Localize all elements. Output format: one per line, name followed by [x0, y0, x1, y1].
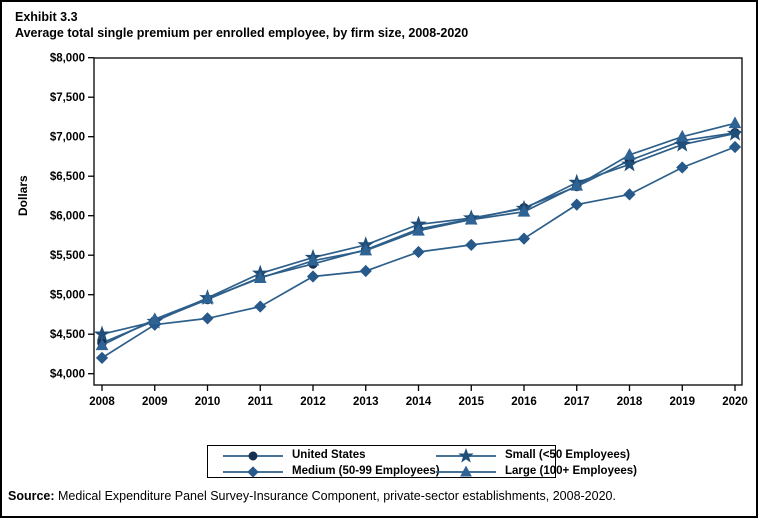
y-axis: [50, 53, 94, 381]
medium-firms-line-diamond-marker-icon: [222, 464, 284, 479]
legend-item-united-states: [222, 448, 435, 463]
source-text: Medical Expenditure Panel Survey-Insurance Component, private-sector establishments, 2008-2020.: [54, 489, 616, 503]
legend-item-large: [435, 464, 637, 479]
exhibit-number: Exhibit 3.3: [15, 10, 78, 24]
svg-text:2019: 2019: [669, 396, 696, 408]
united-states-line-circle-marker-icon: [222, 448, 284, 463]
svg-text:2009: 2009: [141, 396, 168, 408]
svg-text:$6,500: $6,500: [49, 171, 85, 184]
legend-label: United States: [292, 449, 366, 461]
svg-text:$4,000: $4,000: [49, 368, 85, 381]
small-firms-line-star-marker-icon: [435, 448, 497, 463]
svg-text:2010: 2010: [194, 396, 221, 408]
svg-text:2008: 2008: [89, 396, 115, 408]
legend-label: Large (100+ Employees): [505, 465, 637, 477]
source-note: [8, 489, 616, 503]
svg-text:2016: 2016: [511, 396, 537, 408]
series-united-states: [98, 128, 740, 347]
svg-text:2011: 2011: [247, 396, 273, 408]
source-label: Source:: [8, 489, 55, 503]
svg-text:$8,000: $8,000: [49, 52, 85, 65]
svg-text:$7,000: $7,000: [49, 131, 85, 144]
chart-title: Average total single premium per enrolled employee, by firm size, 2008-2020: [15, 26, 469, 40]
series-large-100-employees: [97, 117, 741, 349]
svg-text:2015: 2015: [458, 396, 485, 408]
svg-text:$6,000: $6,000: [49, 210, 85, 223]
y-axis-title: Dollars: [16, 175, 30, 216]
svg-text:2020: 2020: [722, 396, 748, 408]
legend-label: Small (<50 Employees): [505, 449, 630, 461]
series-medium-50-99-employees: [97, 142, 741, 364]
svg-text:$5,000: $5,000: [49, 289, 85, 302]
large-firms-line-triangle-marker-icon: [435, 464, 497, 479]
premium-line-chart: [2, 2, 756, 516]
chart-legend: [207, 445, 637, 478]
svg-text:2012: 2012: [300, 396, 326, 408]
svg-text:$7,500: $7,500: [49, 92, 85, 105]
svg-text:2018: 2018: [616, 396, 643, 408]
svg-text:2013: 2013: [352, 396, 379, 408]
legend-item-small: [435, 448, 637, 463]
legend-label: Medium (50-99 Employees): [292, 465, 440, 477]
x-axis: [89, 385, 748, 408]
svg-text:$5,500: $5,500: [49, 250, 85, 263]
svg-text:2017: 2017: [563, 396, 590, 408]
legend-item-medium: [222, 464, 440, 479]
svg-text:2014: 2014: [405, 396, 432, 408]
svg-text:$4,500: $4,500: [49, 329, 85, 342]
